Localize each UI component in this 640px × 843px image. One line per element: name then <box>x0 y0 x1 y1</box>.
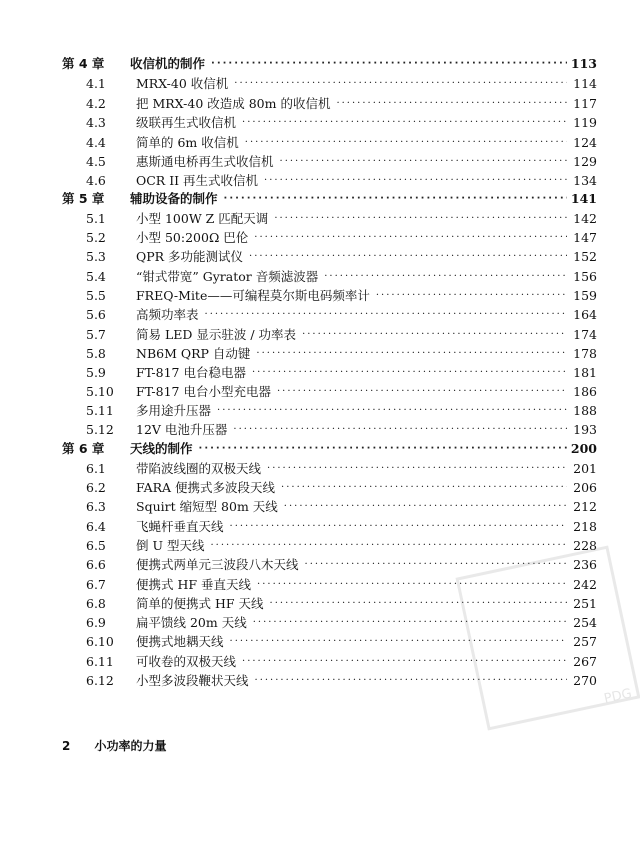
section-page: 257 <box>573 634 597 649</box>
section-number: 5.6 <box>86 307 106 322</box>
chapter-number: 第 6 章 <box>62 441 105 456</box>
section-title: 简单的 6m 收信机 <box>136 135 239 150</box>
toc-section-row[interactable] <box>62 134 597 152</box>
toc-section-row[interactable] <box>62 75 597 93</box>
section-number: 5.10 <box>86 384 114 399</box>
section-number: 5.8 <box>86 346 106 361</box>
section-title: FT-817 电台稳电器 <box>136 365 246 380</box>
section-page: 251 <box>573 596 597 611</box>
section-title: FREQ-Mite——可编程莫尔斯电码频率计 <box>136 288 370 303</box>
section-title: 带陷波线圈的双极天线 <box>136 461 262 476</box>
toc-section-row[interactable] <box>62 383 597 401</box>
section-title: “钳式带宽” Gyrator 音频滤波器 <box>136 269 319 284</box>
toc-section-row[interactable] <box>62 326 597 344</box>
section-title: MRX-40 收信机 <box>136 76 229 91</box>
section-number: 6.2 <box>86 480 106 495</box>
section-page: 142 <box>573 211 597 226</box>
section-number: 4.2 <box>86 96 106 111</box>
dot-leader <box>199 440 567 458</box>
dot-leader <box>256 345 567 363</box>
section-number: 4.4 <box>86 135 106 150</box>
section-number: 5.2 <box>86 230 106 245</box>
toc-section-row[interactable] <box>62 345 597 363</box>
section-page: 152 <box>573 249 597 264</box>
toc-section-row[interactable] <box>62 306 597 324</box>
toc-section-row[interactable] <box>62 479 597 497</box>
section-page: 188 <box>573 403 597 418</box>
section-number: 4.1 <box>86 76 106 91</box>
dot-leader <box>254 229 567 247</box>
section-page: 201 <box>573 461 597 476</box>
section-title: FT-817 电台小型充电器 <box>136 384 271 399</box>
toc-section-row[interactable] <box>62 421 597 439</box>
section-title: 便携式地耦天线 <box>136 634 224 649</box>
section-page: 212 <box>573 499 597 514</box>
chapter-page: 113 <box>570 56 597 71</box>
dot-leader <box>205 306 567 324</box>
dot-leader <box>234 75 567 93</box>
section-number: 5.3 <box>86 249 106 264</box>
toc-section-row[interactable] <box>62 460 597 478</box>
section-number: 5.1 <box>86 211 106 226</box>
section-title: 扁平馈线 20m 天线 <box>136 615 247 630</box>
section-number: 6.8 <box>86 596 106 611</box>
section-page: 218 <box>573 519 597 534</box>
section-number: 6.5 <box>86 538 106 553</box>
chapter-page: 141 <box>570 191 597 206</box>
chapter-number: 第 4 章 <box>62 56 105 71</box>
section-page: 193 <box>573 422 597 437</box>
section-number: 6.3 <box>86 499 106 514</box>
dot-leader <box>217 402 567 420</box>
section-page: 129 <box>573 154 597 169</box>
section-page: 114 <box>573 76 597 91</box>
section-number: 6.10 <box>86 634 114 649</box>
dot-leader <box>224 190 567 208</box>
section-page: 206 <box>573 480 597 495</box>
section-title: 简易 LED 显示驻波 / 功率表 <box>136 327 297 342</box>
section-title: 小型 100W Z 匹配天调 <box>136 211 269 226</box>
toc-section-row[interactable] <box>62 498 597 516</box>
section-number: 6.7 <box>86 577 106 592</box>
footer-page-number: 2 <box>62 739 71 753</box>
section-title: 简单的便携式 HF 天线 <box>136 596 264 611</box>
section-number: 6.11 <box>86 654 114 669</box>
dot-leader <box>233 421 567 439</box>
section-number: 6.12 <box>86 673 114 688</box>
toc-section-row[interactable] <box>62 287 597 305</box>
dot-leader <box>230 518 567 536</box>
section-number: 6.6 <box>86 557 106 572</box>
section-title: 倒 U 型天线 <box>136 538 205 553</box>
section-page: 267 <box>573 654 597 669</box>
dot-leader <box>252 364 567 382</box>
section-title: QPR 多功能测试仪 <box>136 249 244 264</box>
toc-section-row[interactable] <box>62 229 597 247</box>
toc-chapter-row[interactable] <box>62 55 597 73</box>
toc-section-row[interactable] <box>62 364 597 382</box>
section-number: 5.9 <box>86 365 106 380</box>
section-page: 156 <box>573 269 597 284</box>
toc-chapter-row[interactable] <box>62 190 597 208</box>
section-number: 5.5 <box>86 288 106 303</box>
dot-leader <box>249 248 567 266</box>
dot-leader <box>281 479 567 497</box>
section-title: 把 MRX-40 改造成 80m 的收信机 <box>136 96 331 111</box>
section-number: 6.1 <box>86 461 106 476</box>
watermark-stamp <box>430 540 640 710</box>
section-title: 多用途升压器 <box>136 403 212 418</box>
chapter-title: 收信机的制作 <box>130 56 206 71</box>
toc-chapter-row[interactable] <box>62 440 597 458</box>
toc-section-row[interactable] <box>62 114 597 132</box>
section-number: 4.5 <box>86 154 106 169</box>
chapter-title: 天线的制作 <box>130 441 193 456</box>
section-title: 飞蝇杆垂直天线 <box>136 519 224 534</box>
section-number: 5.11 <box>86 403 114 418</box>
toc-section-row[interactable] <box>62 210 597 228</box>
section-title: 高频功率表 <box>136 307 199 322</box>
section-page: 181 <box>573 365 597 380</box>
section-page: 164 <box>573 307 597 322</box>
dot-leader <box>267 460 567 478</box>
dot-leader <box>211 55 567 73</box>
section-title: 惠斯通电桥再生式收信机 <box>136 154 274 169</box>
toc-section-row[interactable] <box>62 172 597 190</box>
section-title: 便携式两单元三波段八木天线 <box>136 557 299 572</box>
page-footer <box>62 737 167 754</box>
chapter-title: 辅助设备的制作 <box>130 191 218 206</box>
section-title: Squirt 缩短型 80m 天线 <box>136 499 278 514</box>
dot-leader <box>284 498 567 516</box>
section-title: 级联再生式收信机 <box>136 115 237 130</box>
toc-section-row[interactable] <box>62 402 597 420</box>
section-number: 5.4 <box>86 269 106 284</box>
section-page: 242 <box>573 577 597 592</box>
section-page: 174 <box>573 327 597 342</box>
toc-section-row[interactable] <box>62 268 597 286</box>
dot-leader <box>264 172 567 190</box>
section-number: 4.6 <box>86 173 106 188</box>
section-title: 小型 50:200Ω 巴伦 <box>136 230 249 245</box>
dot-leader <box>324 268 567 286</box>
section-page: 228 <box>573 538 597 553</box>
section-page: 124 <box>573 135 597 150</box>
section-title: 可收卷的双极天线 <box>136 654 237 669</box>
toc-section-row[interactable] <box>62 153 597 171</box>
section-number: 5.7 <box>86 327 106 342</box>
section-number: 6.4 <box>86 519 106 534</box>
section-page: 270 <box>573 673 597 688</box>
footer-book-title: 小功率的力量 <box>94 739 167 753</box>
toc-section-row[interactable] <box>62 95 597 113</box>
section-page: 147 <box>573 230 597 245</box>
dot-leader <box>336 95 567 113</box>
section-title: 小型多波段鞭状天线 <box>136 673 249 688</box>
section-page: 117 <box>573 96 597 111</box>
toc-section-row[interactable] <box>62 248 597 266</box>
section-title: 12V 电池升压器 <box>136 422 228 437</box>
section-title: 便携式 HF 垂直天线 <box>136 577 252 592</box>
section-title: FARA 便携式多波段天线 <box>136 480 276 495</box>
section-page: 186 <box>573 384 597 399</box>
section-page: 159 <box>573 288 597 303</box>
section-page: 178 <box>573 346 597 361</box>
section-title: OCR II 再生式收信机 <box>136 173 259 188</box>
chapter-page: 200 <box>570 441 597 456</box>
toc-section-row[interactable] <box>62 518 597 536</box>
section-page: 236 <box>573 557 597 572</box>
section-number: 4.3 <box>86 115 106 130</box>
dot-leader <box>242 114 567 132</box>
section-title: NB6M QRP 自动键 <box>136 346 251 361</box>
section-page: 254 <box>573 615 597 630</box>
section-number: 6.9 <box>86 615 106 630</box>
dot-leader <box>274 210 567 228</box>
dot-leader <box>280 153 567 171</box>
chapter-number: 第 5 章 <box>62 191 105 206</box>
watermark-text: PDG <box>602 686 634 707</box>
dot-leader <box>302 326 567 344</box>
section-page: 119 <box>573 115 597 130</box>
dot-leader <box>376 287 567 305</box>
section-page: 134 <box>573 173 597 188</box>
dot-leader <box>245 134 567 152</box>
section-number: 5.12 <box>86 422 114 437</box>
dot-leader <box>277 383 567 401</box>
